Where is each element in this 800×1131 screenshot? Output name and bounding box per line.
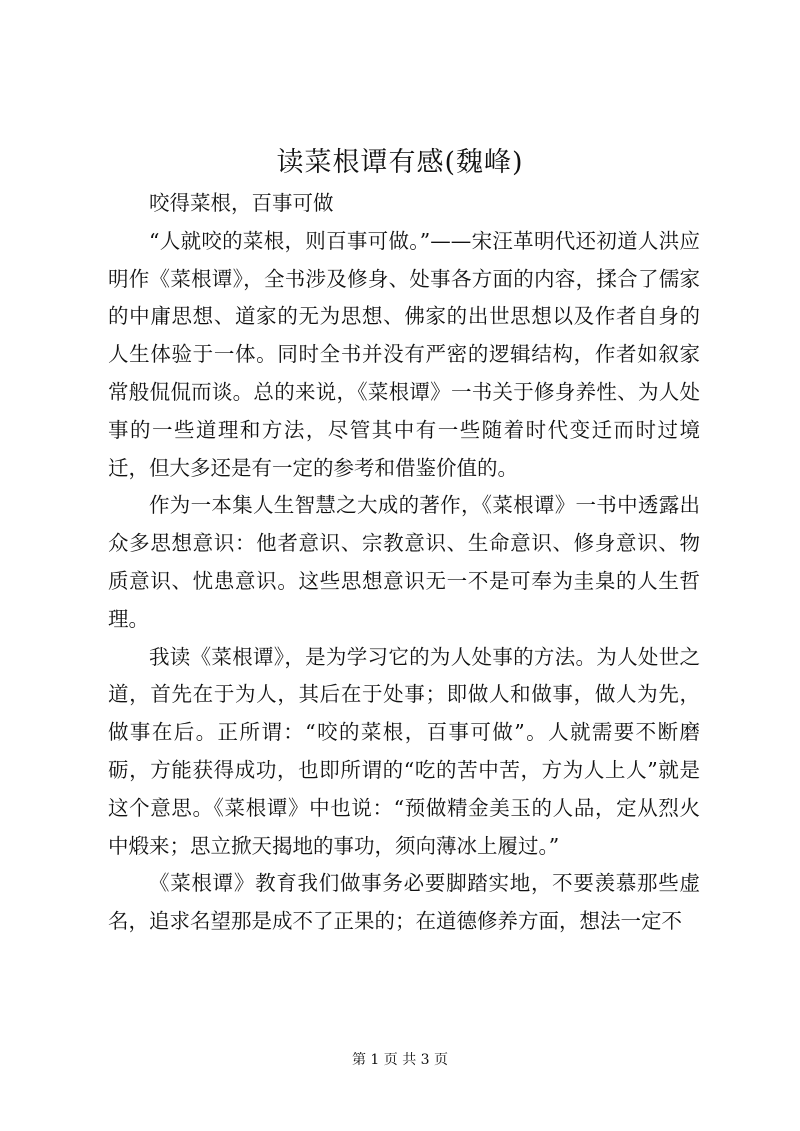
paragraph-3: 作为一本集人生智慧之大成的著作，《菜根谭》一书中透露出众多思想意识：他者意识、宗教意识、生命意识、修身意识、物质意识、忧患意识。这些思想意识无一不是可奉为圭臬的人生哲理。 xyxy=(108,493,700,631)
paragraph-5: 《菜根谭》教育我们做事务必要脚踏实地，不要羡慕那些虚名，追求名望那是成不了正果的；在道德修养方面，想法一定不 xyxy=(108,871,700,934)
paragraph-1: 咬得菜根，百事可做 xyxy=(149,191,334,215)
paragraph-4: 我读《菜根谭》，是为学习它的为人处事的方法。为人处世之道，首先在于为人，其后在于处事；即做人和做事，做人为先，做事在后。正所谓：“咬的菜根，百事可做”。人就需要不断磨砺，方能获得成功，也即所谓的“吃的苦中苦，方为人上人”就是这个意思。《菜根谭》中也说：“预做精金美玉的人品，定从烈火中煅来；思立掀天揭地的事功，须向薄冰上履过。” xyxy=(108,644,700,858)
document-title: 读菜根谭有感(魏峰) xyxy=(276,147,524,178)
document-body xyxy=(108,185,700,941)
page-footer: 第 1 页 共 3 页 xyxy=(351,1052,449,1068)
paragraph-2: “人就咬的菜根，则百事可做。”——宋汪革明代还初道人洪应明作《菜根谭》，全书涉及修身、处事各方面的内容，揉合了儒家的中庸思想、道家的无为思想、佛家的出世思想以及作者自身的人生体验于一体。同时全书并没有严密的逻辑结构，作者如叙家常般侃侃而谈。总的来说，《菜根谭》一书关于修身养性、为人处事的一些道理和方法，尽管其中有一些随着时代变迁而时过境迁，但大多还是有一定的参考和借鉴价值的。 xyxy=(108,228,700,480)
